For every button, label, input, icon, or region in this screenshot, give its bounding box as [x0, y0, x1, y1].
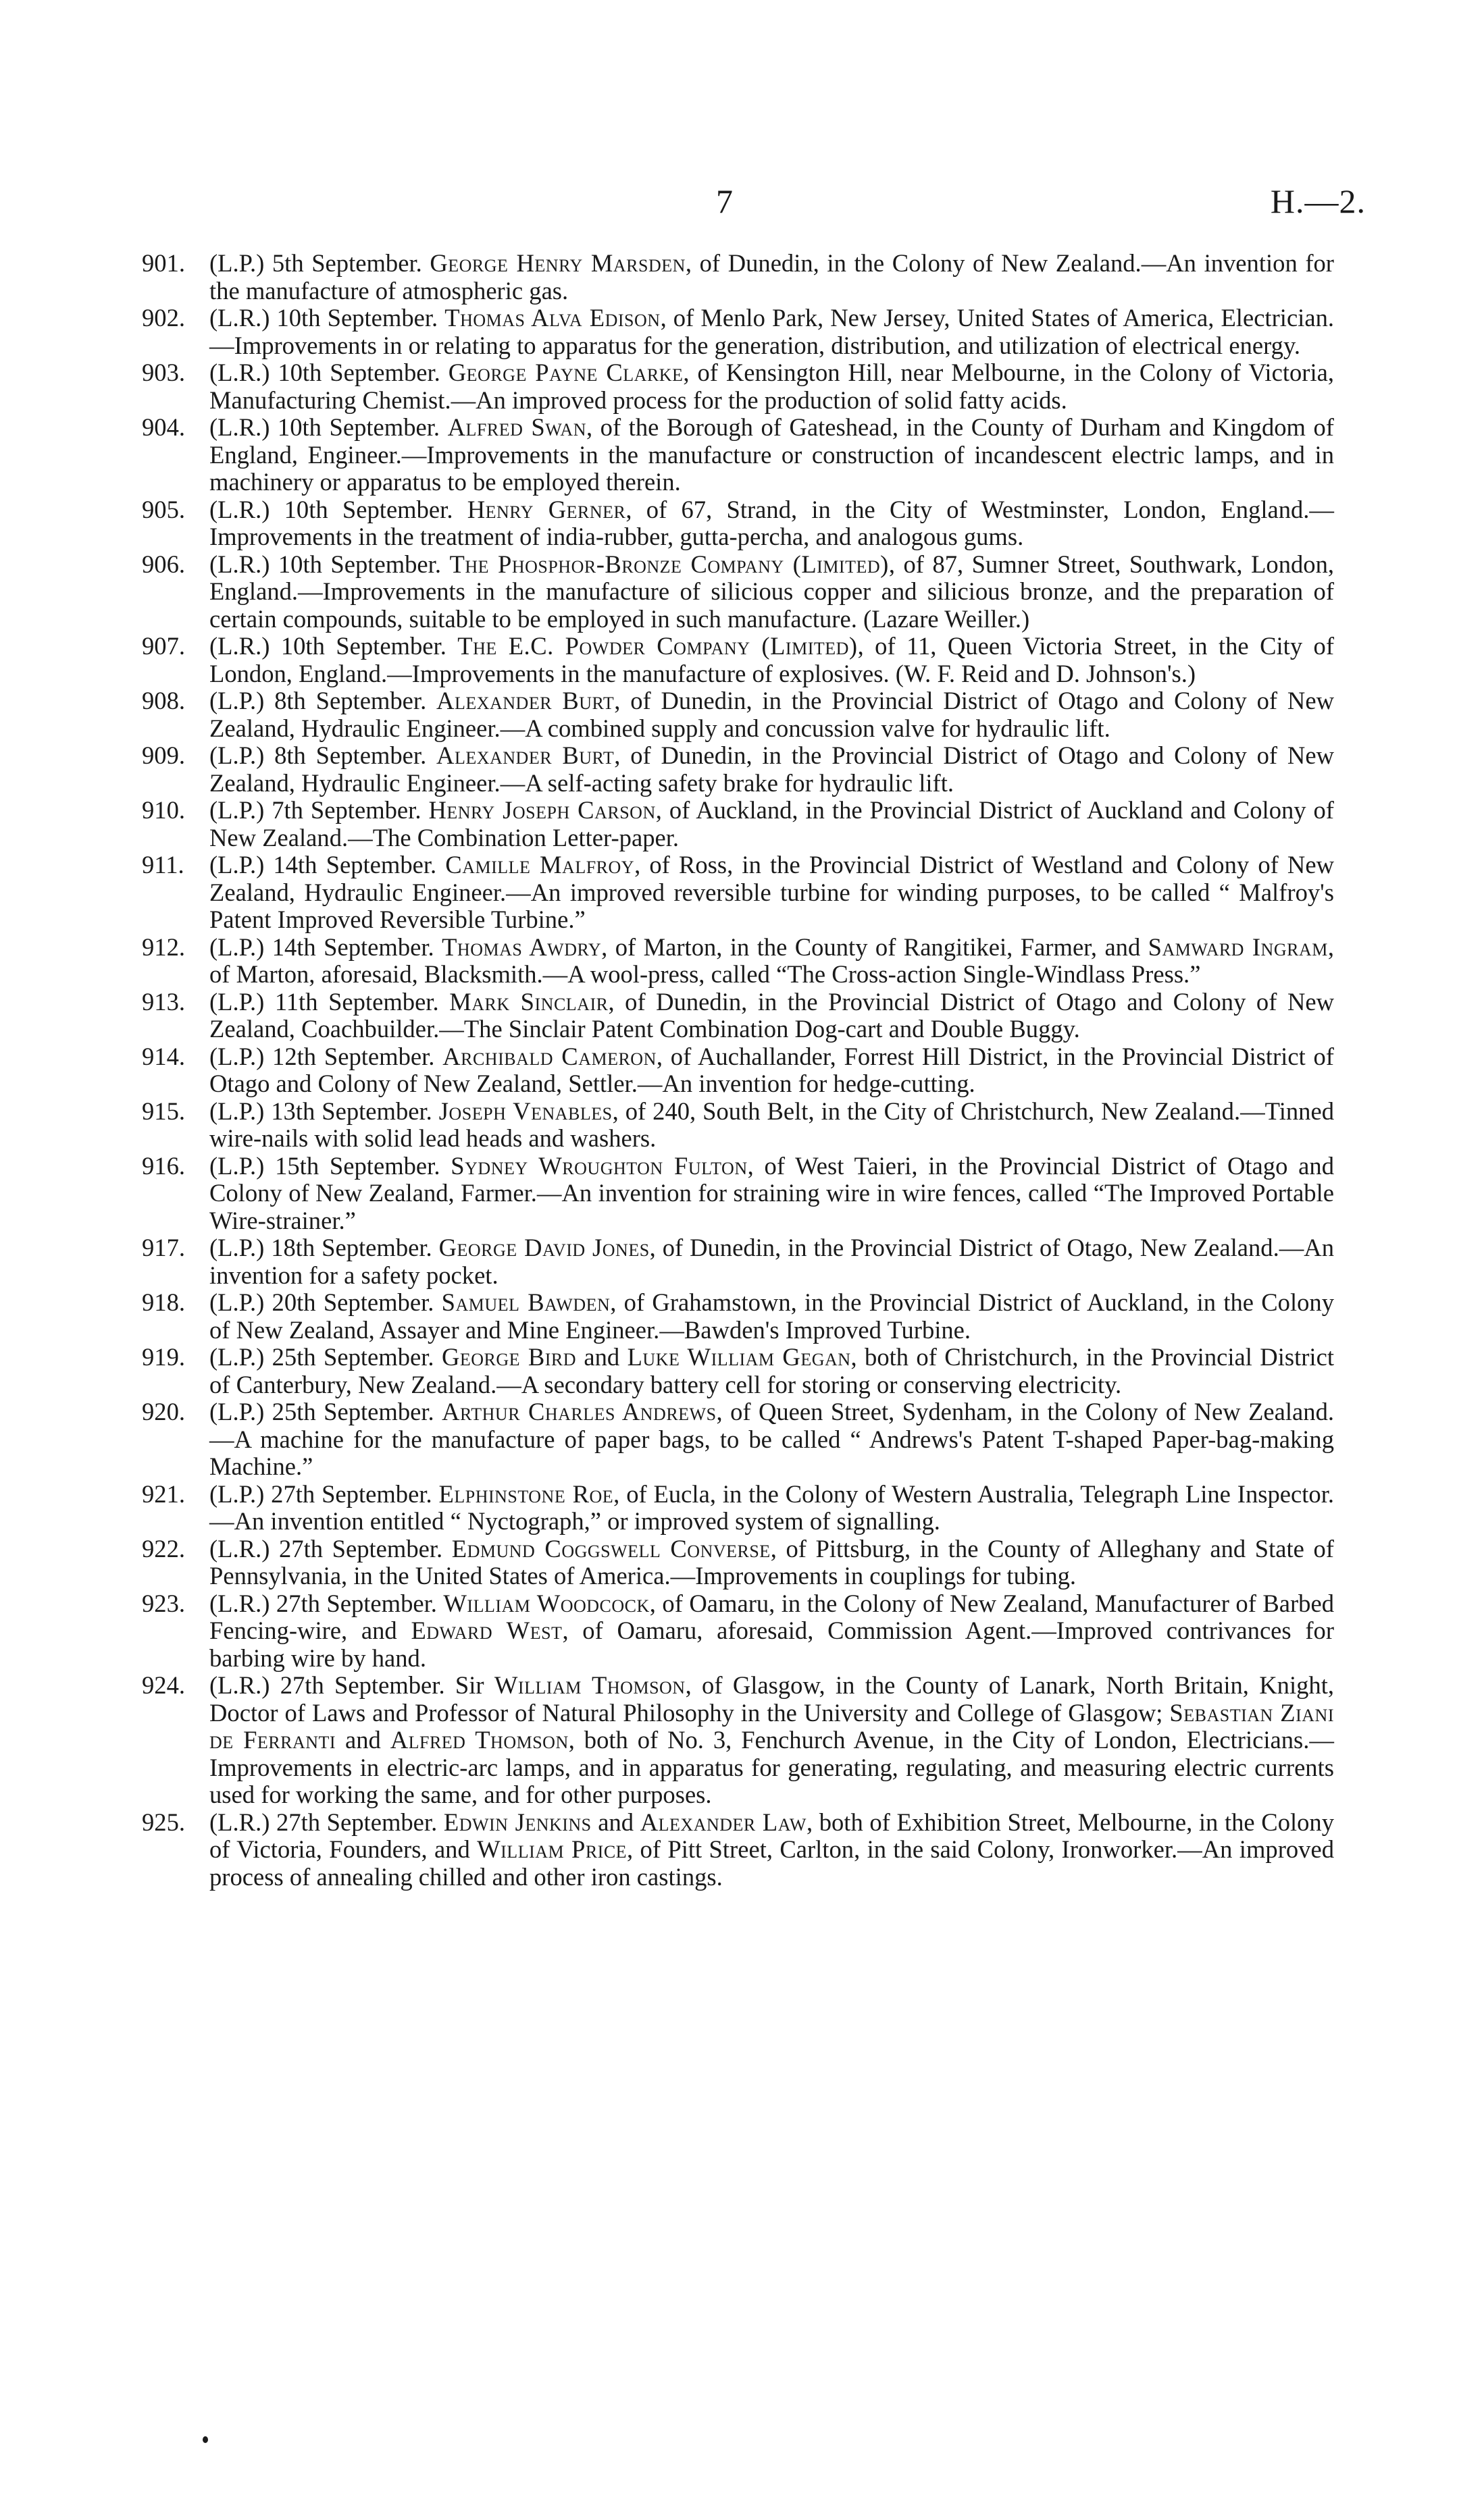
entry-date: (L.R.) 10th September.: [209, 304, 445, 332]
second-applicant-name: Samward Ingram: [1148, 933, 1328, 961]
entry-number: 920.: [142, 1398, 186, 1425]
entry-number: 915.: [142, 1097, 186, 1125]
applicant-name: Alexander Burt: [436, 687, 615, 714]
patent-entry: [142, 1672, 1334, 1809]
entry-number: 917.: [142, 1234, 186, 1261]
patent-entry: [142, 1590, 1334, 1673]
applicant-name: William Thomson: [494, 1671, 686, 1699]
applicant-name: George Payne Clarke: [448, 359, 684, 386]
entry-description: , of Auchallander, Forrest Hill District, in the Provincial District of Otago and Colony of New Zealand, Settler.—An invention for hedge-cutting.: [209, 1042, 1334, 1097]
entry-number: 922.: [142, 1534, 186, 1563]
applicant-name: Henry Gerner: [467, 495, 626, 523]
entry-number: 904.: [142, 413, 186, 441]
entry-date: (L.P.) 12th September.: [209, 1042, 443, 1070]
applicant-name: Samuel Bawden: [441, 1288, 611, 1316]
entry-description-cont: , of Marton, aforesaid, Blacksmith.—A wool-press, called “The Cross-action Single-Windlass Press.”: [209, 933, 1334, 988]
entry-description-cont: , both of Exhibition Street, Melbourne, in the Colony of Victoria, Founders, and: [209, 1808, 1335, 1863]
entry-number: 910.: [142, 796, 186, 824]
entry-description-end: , of Pitt Street, Carlton, in the said Colony, Ironworker.—An improved process of annealing chilled and other iron castings.: [209, 1835, 1334, 1891]
entry-date: (L.P.) 18th September.: [209, 1234, 439, 1261]
entry-date: (L.P.) 5th September.: [209, 249, 430, 277]
entry-date: (L.P.) 7th September.: [209, 796, 429, 824]
applicant-name: Thomas Awdry: [442, 933, 602, 961]
entry-number: 919.: [142, 1343, 186, 1371]
entry-number: 907.: [142, 632, 186, 660]
applicant-name: Arthur Charles Andrews: [442, 1398, 717, 1425]
entry-description: , of 240, South Belt, in the City of Christchurch, New Zealand.—Tinned wire-nails with solid lead heads and washers.: [209, 1097, 1334, 1152]
entry-date: (L.R.) 10th September.: [209, 495, 467, 523]
applicant-name: Edmund Coggswell Converse: [451, 1534, 771, 1563]
entry-date: (L.R.) 10th September.: [209, 359, 449, 386]
second-applicant-name: Edward West: [411, 1617, 563, 1644]
applicant-name: The E.C. Powder Company (Limited): [457, 632, 858, 660]
patent-entry: [142, 1153, 1334, 1235]
entry-description-cont: , of Oamaru, aforesaid, Commission Agent.—Improved contrivances for barbing wire by hand.: [209, 1617, 1335, 1672]
patent-entry: [142, 359, 1334, 414]
entry-description: , of Eucla, in the Colony of Western Australia, Telegraph Line Inspector.—An invention entitled “ Nyctograph,” or improved system of signalling.: [209, 1479, 1335, 1535]
entry-number: 905.: [142, 495, 186, 523]
document-reference: H.—2.: [1270, 182, 1366, 220]
entry-description: , of the Borough of Gateshead, in the County of Durham and Kingdom of England, Engineer.—Improvements in the manufacture or construction of incandescent electric lamps, and in machinery or apparatus to be employed therein.: [209, 413, 1334, 496]
applicant-name: Joseph Venables: [438, 1097, 613, 1125]
entry-date: (L.P.) 8th September.: [209, 741, 437, 769]
applicant-name: Alfred Swan: [447, 413, 586, 441]
patent-entry: [142, 1481, 1334, 1535]
entry-date: (L.R.) 10th September.: [209, 550, 450, 578]
patent-entry: [142, 633, 1334, 687]
applicant-name: William Woodcock: [443, 1589, 650, 1617]
applicant-name: Alexander Burt: [436, 741, 615, 769]
patent-entry: [142, 687, 1334, 742]
entry-date: (L.R.) 27th September.: [209, 1534, 452, 1563]
entry-description: , of Kensington Hill, near Melbourne, in the Colony of Victoria, Manufacturing Chemist.—An improved process for the production of solid fatty acids.: [209, 359, 1335, 414]
applicant-name: Edwin Jenkins: [443, 1808, 592, 1836]
patent-entry: [142, 551, 1334, 633]
patent-entry: [142, 1043, 1334, 1098]
second-applicant-name: Alexander Law: [640, 1808, 807, 1836]
entry-description: , of 87, Sumner Street, Southwark, London, England.—Improvements in the manufacture of silicious copper and silicious bronze, and the preparation of certain compounds, suitable to be employed in such manufacture. (Lazare Weiller.): [209, 550, 1335, 633]
entry-date: (L.P.) 8th September.: [209, 687, 437, 714]
patent-entry: [142, 250, 1334, 305]
patent-entry: [142, 1809, 1334, 1891]
applicant-name: George Henry Marsden: [430, 249, 686, 277]
entry-date: (L.R.) 27th September.: [209, 1589, 444, 1617]
entry-date: (L.P.) 11th September.: [209, 987, 450, 1016]
patent-entry: [142, 1344, 1334, 1398]
entry-description-cont: , both of Christchurch, in the Provincial District of Canterbury, New Zealand.—A secondary battery cell for storing or conserving electricity.: [209, 1343, 1334, 1398]
entry-number: 911.: [142, 851, 184, 878]
patent-entry: [142, 742, 1334, 797]
entry-number: 914.: [142, 1042, 186, 1070]
entry-description: and: [576, 1343, 628, 1371]
entry-description: , of Dunedin, in the Colony of New Zealand.—An invention for the manufacture of atmospheric gas.: [209, 249, 1334, 305]
entry-number: 918.: [142, 1288, 186, 1316]
entry-date: (L.P.) 27th September.: [209, 1479, 439, 1508]
entry-description: , of Dunedin, in the Provincial District of Otago and Colony of New Zealand, Coachbuilder.—The Sinclair Patent Combination Dog-cart and Double Buggy.: [209, 987, 1335, 1043]
applicant-name: Henry Joseph Carson: [428, 796, 656, 824]
second-applicant-name: Luke William Gegan: [627, 1343, 851, 1371]
applicant-name: The Phosphor-Bronze Company (Limited): [449, 550, 889, 578]
entry-number: 906.: [142, 550, 186, 578]
entry-number: 912.: [142, 933, 186, 961]
entry-description: , of Oamaru, in the Colony of New Zealand, Manufacturer of Barbed Fencing-wire, and: [209, 1589, 1334, 1644]
patent-entry: [142, 851, 1334, 934]
patent-entry: [142, 1234, 1334, 1289]
entry-date: (L.P.) 25th September.: [209, 1343, 442, 1371]
entry-date: (L.R.) 27th September.: [209, 1808, 444, 1836]
entry-description: , of Dunedin, in the Provincial District of Otago, New Zealand.—An invention for a safety pocket.: [209, 1234, 1334, 1289]
patent-entry: [142, 496, 1334, 551]
entry-description-end: , both of No. 3, Fenchurch Avenue, in the City of London, Electricians.—Improvements in electric-arc lamps, and in apparatus for generating, regulating, and measuring electric currents used for working the same, and for other purposes.: [209, 1726, 1334, 1808]
patent-entry: [142, 797, 1334, 851]
entry-number: 902.: [142, 304, 186, 332]
entry-description: , of Queen Street, Sydenham, in the Colony of New Zealand.—A machine for the manufacture of paper bags, to be called “ Andrews's Patent T-shaped Paper-bag-making Machine.”: [209, 1398, 1334, 1480]
entry-description: , of 11, Queen Victoria Street, in the City of London, England.—Improvements in the manufacture of explosives. (W. F. Reid and D. Johnson's.): [209, 632, 1335, 687]
patent-entry: [142, 305, 1334, 359]
third-applicant-name: Alfred Thomson: [390, 1726, 569, 1754]
patent-entry: [142, 989, 1334, 1043]
entry-description: and: [591, 1808, 640, 1836]
entry-description: , of West Taieri, in the Provincial District of Otago and Colony of New Zealand, Farmer.—An invention for straining wire in wire fences, called “The Improved Portable Wire-strainer.”: [209, 1151, 1334, 1234]
entry-description: , of Dunedin, in the Provincial District of Otago and Colony of New Zealand, Hydraulic Engineer.—A combined supply and concussion valve for hydraulic lift.: [209, 687, 1334, 742]
patent-application-list: [142, 250, 1334, 1891]
patent-entry: [142, 934, 1334, 989]
entry-date: (L.P.) 25th September.: [209, 1398, 442, 1425]
entry-description: , of 67, Strand, in the City of Westminster, London, England.—Improvements in the treatment of india-rubber, gutta-percha, and analogous gums.: [209, 495, 1335, 550]
applicant-name: George David Jones: [438, 1234, 650, 1261]
page-number: 7: [716, 182, 734, 220]
entry-description: , of Pittsburg, in the County of Alleghany and State of Pennsylvania, in the United States of America.—Improvements in couplings for tubing.: [209, 1534, 1334, 1590]
ink-dot-mark: [203, 2436, 208, 2443]
applicant-name: Archibald Cameron: [442, 1042, 657, 1070]
third-applicant-name: William Price: [477, 1835, 628, 1863]
applicant-name: George Bird: [441, 1343, 577, 1371]
entry-date: (L.P.) 15th September.: [209, 1151, 451, 1180]
entry-date: (L.P.) 20th September.: [209, 1288, 442, 1316]
entry-number: 924.: [142, 1671, 186, 1699]
patent-entry: [142, 1398, 1334, 1481]
entry-description: , of Marton, in the County of Rangitikei, Farmer, and: [601, 933, 1148, 961]
entry-date: (L.P.) 13th September.: [209, 1097, 439, 1125]
entry-description: , of Grahamstown, in the Provincial District of Auckland, in the Colony of New Zealand, Assayer and Mine Engineer.—Bawden's Improved Turbine.: [209, 1288, 1334, 1344]
entry-number: 908.: [142, 687, 186, 714]
entry-number: 925.: [142, 1808, 186, 1836]
patent-entry: [142, 414, 1334, 496]
second-applicant-name: Sebastian Ziani de Ferranti: [209, 1698, 1334, 1754]
entry-date: (L.P.) 14th September.: [209, 851, 446, 878]
entry-description: , of Dunedin, in the Provincial District of Otago and Colony of New Zealand, Hydraulic Engineer.—A self-acting safety brake for hydraulic lift.: [209, 741, 1334, 797]
entry-number: 923.: [142, 1589, 186, 1617]
entry-number: 916.: [142, 1151, 186, 1180]
entry-date: (L.P.) 14th September.: [209, 933, 442, 961]
entry-date: (L.R.) 10th September.: [209, 632, 458, 660]
applicant-name: Thomas Alva Edison: [444, 304, 661, 332]
applicant-name: Mark Sinclair: [449, 987, 609, 1016]
entry-description: , of Ross, in the Provincial District of Westland and Colony of New Zealand, Hydraulic Engineer.—An improved reversible turbine for winding purposes, to be called “ Malfroy's Patent Improved Reversible Turbine.”: [209, 851, 1334, 933]
entry-description: , of Auckland, in the Provincial District of Auckland and Colony of New Zealand.—The Combination Letter-paper.: [209, 796, 1334, 851]
entry-number: 903.: [142, 359, 186, 386]
patent-entry: [142, 1098, 1334, 1153]
entry-description-cont: and: [336, 1726, 390, 1754]
entry-number: 909.: [142, 741, 186, 769]
entry-date: (L.R.) 27th September. Sir: [209, 1671, 494, 1699]
entry-date: (L.R.) 10th September.: [209, 413, 448, 441]
entry-number: 913.: [142, 987, 186, 1016]
entry-number: 901.: [142, 249, 186, 277]
applicant-name: Sydney Wroughton Fulton: [451, 1151, 748, 1180]
entry-description: , of Menlo Park, New Jersey, United States of America, Electrician.—Improvements in or relating to apparatus for the generation, distribution, and utilization of electrical energy.: [209, 304, 1335, 359]
patent-entry: [142, 1535, 1334, 1590]
entry-description: , of Glasgow, in the County of Lanark, North Britain, Knight, Doctor of Laws and Professor of Natural Philosophy in the University and College of Glasgow;: [209, 1671, 1334, 1727]
entry-number: 921.: [142, 1479, 186, 1508]
patent-entry: [142, 1289, 1334, 1344]
applicant-name: Camille Malfroy: [445, 851, 635, 878]
applicant-name: Elphinstone Roe: [438, 1479, 614, 1508]
